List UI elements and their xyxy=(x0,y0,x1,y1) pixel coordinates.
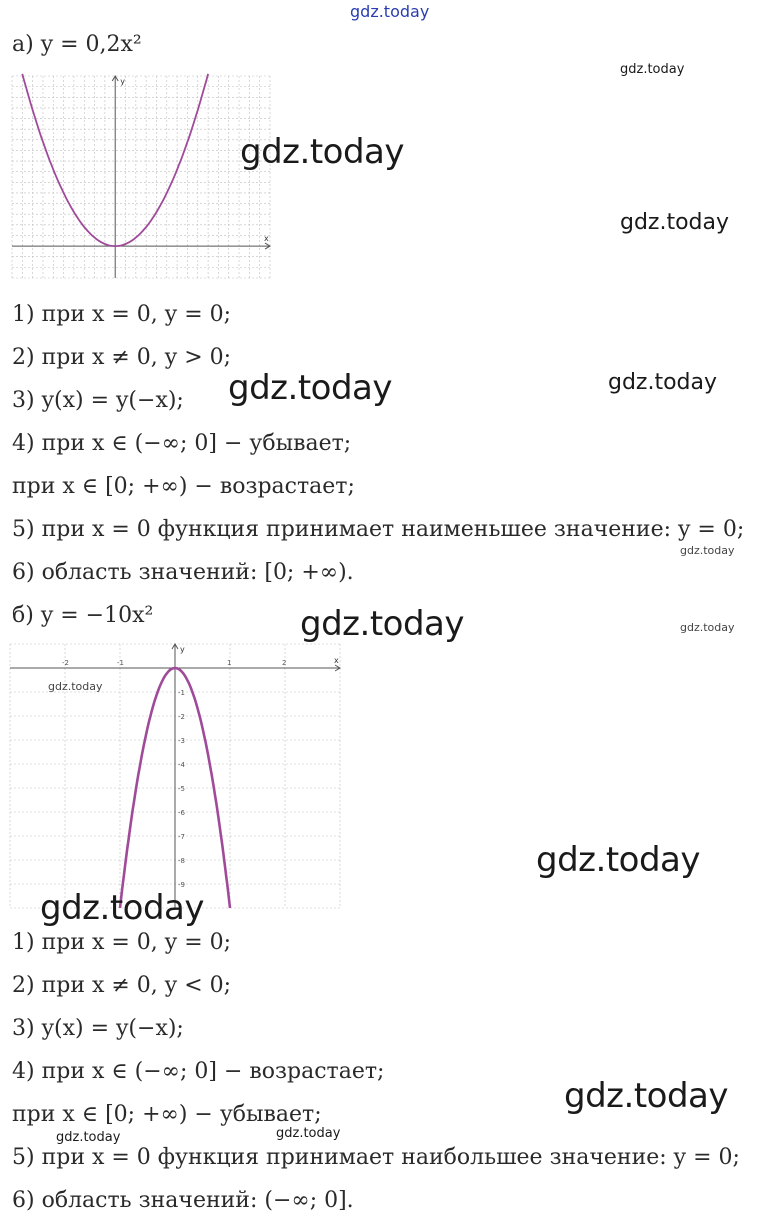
x-tick-label: -1 xyxy=(117,659,124,667)
y-tick-label: -3 xyxy=(178,737,185,745)
part-b-prop-4b: при x ∈ [0; +∞) − убывает; xyxy=(12,1102,322,1127)
y-tick-label: -1 xyxy=(178,689,185,697)
part-a-prop-4b: при x ∈ [0; +∞) − возрастает; xyxy=(12,474,355,499)
y-tick-label: -9 xyxy=(178,881,185,889)
x-axis-label: x xyxy=(334,656,339,665)
watermark: gdz.today xyxy=(228,368,392,408)
watermark: gdz.today xyxy=(48,680,103,693)
watermark: gdz.today xyxy=(680,544,735,557)
watermark: gdz.today xyxy=(536,840,700,880)
watermark: gdz.today xyxy=(564,1076,728,1116)
part-b-prop-6: 6) область значений: (−∞; 0]. xyxy=(12,1188,354,1213)
x-axis-label: x xyxy=(264,234,269,244)
watermark: gdz.today xyxy=(620,210,730,235)
watermark-top: gdz.today xyxy=(350,2,430,21)
y-tick-label: -8 xyxy=(178,857,185,865)
x-tick-label: -2 xyxy=(62,659,69,667)
part-a-prop-3: 3) y(x) = y(−x); xyxy=(12,388,184,413)
y-tick-label: -2 xyxy=(178,713,185,721)
watermark: gdz.today xyxy=(608,370,718,395)
part-b-prop-3: 3) y(x) = y(−x); xyxy=(12,1016,184,1041)
part-a-prop-4: 4) при x ∈ (−∞; 0] − убывает; xyxy=(12,431,352,456)
y-tick-label: -4 xyxy=(178,761,185,769)
watermark: gdz.today xyxy=(240,132,404,172)
part-a-prop-6: 6) область значений: [0; +∞). xyxy=(12,560,354,585)
graph-a xyxy=(8,72,278,284)
part-a-prop-5: 5) при x = 0 функция принимает наименьшее значение: y = 0; xyxy=(12,517,745,542)
part-b-prop-1: 1) при x = 0, y = 0; xyxy=(12,930,232,955)
y-axis-label: y xyxy=(120,77,125,86)
watermark: gdz.today xyxy=(40,888,204,928)
y-tick-label: -5 xyxy=(178,785,185,793)
part-a-heading: а) y = 0,2x² xyxy=(12,32,142,57)
part-a-prop-1: 1) при x = 0, y = 0; xyxy=(12,302,232,327)
watermark: gdz.today xyxy=(56,1130,121,1145)
y-tick-label: -6 xyxy=(178,809,185,817)
watermark: gdz.today xyxy=(680,621,735,634)
x-tick-label: 1 xyxy=(227,659,232,667)
part-b-prop-5: 5) при x = 0 функция принимает наибольшее значение: y = 0; xyxy=(12,1145,740,1170)
part-b-prop-2: 2) при x ≠ 0, y < 0; xyxy=(12,973,232,998)
watermark: gdz.today xyxy=(300,604,464,644)
part-b-heading: б) y = −10x² xyxy=(12,603,154,628)
y-axis-label: y xyxy=(180,645,185,654)
y-tick-label: -7 xyxy=(178,833,185,841)
part-b-prop-4: 4) при x ∈ (−∞; 0] − возрастает; xyxy=(12,1059,385,1084)
x-tick-label: 2 xyxy=(282,659,287,667)
watermark: gdz.today xyxy=(620,62,685,77)
part-a-prop-2: 2) при x ≠ 0, y > 0; xyxy=(12,345,232,370)
watermark: gdz.today xyxy=(276,1126,341,1141)
